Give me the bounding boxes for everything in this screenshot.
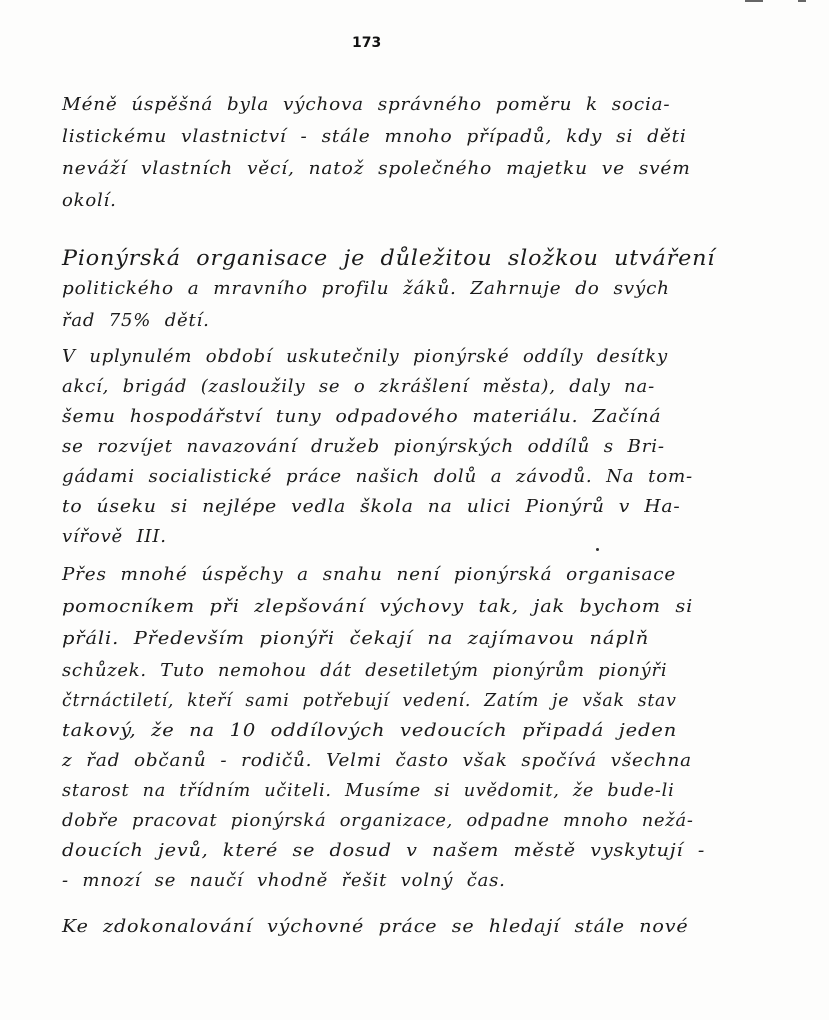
- ink-dot: [596, 548, 599, 551]
- handwritten-line: Přes mnohé úspěchy a snahu není pionýrská organisace: [62, 564, 677, 585]
- handwritten-line: čtrnáctiletí, kteří sami potřebují vedení. Zatím je však stav: [62, 690, 677, 711]
- handwritten-line: akcí, brigád (zasloužily se o zkrášlení města), daly na-: [62, 376, 655, 397]
- handwritten-line: neváží vlastních věcí, natož společného majetku ve svém: [62, 158, 691, 179]
- handwritten-line: vířově III.: [62, 526, 167, 547]
- handwritten-line: přáli. Především pionýři čekají na zajímavou náplň: [62, 628, 650, 649]
- handwritten-line: Pionýrská organisace je důležitou složkou utváření: [62, 246, 716, 270]
- handwritten-line: okolí.: [62, 190, 117, 211]
- page-number: 173: [352, 35, 382, 51]
- handwritten-line: - mnozí se naučí vhodně řešit volný čas.: [62, 870, 506, 891]
- handwritten-line: schůzek. Tuto nemohou dát desetiletým pionýrům pionýři: [62, 660, 668, 681]
- page-edge-mark: [798, 0, 806, 2]
- handwritten-line: takový, že na 10 oddílových vedoucích připadá jeden: [62, 720, 678, 741]
- handwritten-line: dobře pracovat pionýrská organizace, odpadne mnoho nežá-: [62, 810, 694, 831]
- handwritten-line: politického a mravního profilu žáků. Zahrnuje do svých: [62, 278, 670, 299]
- handwritten-line: doucích jevů, které se dosud v našem městě vyskytují -: [62, 840, 706, 861]
- handwritten-line: se rozvíjet navazování družeb pionýrských oddílů s Bri-: [62, 436, 665, 457]
- handwritten-line: to úseku si nejlépe vedla škola na ulici Pionýrů v Ha-: [62, 496, 681, 517]
- handwritten-line: šemu hospodářství tuny odpadového materiálu. Začíná: [62, 406, 662, 427]
- handwritten-line: gádami socialistické práce našich dolů a závodů. Na tom-: [62, 466, 693, 487]
- handwritten-line: řad 75% dětí.: [62, 310, 210, 331]
- handwritten-line: starost na třídním učiteli. Musíme si uvědomit, že bude-li: [62, 780, 675, 801]
- handwritten-line: pomocníkem při zlepšování výchovy tak, jak bychom si: [62, 596, 694, 617]
- handwritten-line: listickému vlastnictví - stále mnoho případů, kdy si děti: [62, 126, 687, 147]
- handwritten-line: Ke zdokonalování výchovné práce se hledají stále nové: [62, 916, 689, 937]
- handwritten-line: V uplynulém období uskutečnily pionýrské oddíly desítky: [62, 346, 668, 367]
- handwritten-line: z řad občanů - rodičů. Velmi často však spočívá všechna: [62, 750, 692, 771]
- handwritten-line: Méně úspěšná byla výchova správného poměru k socia-: [62, 94, 671, 115]
- page-edge-mark: [745, 0, 763, 2]
